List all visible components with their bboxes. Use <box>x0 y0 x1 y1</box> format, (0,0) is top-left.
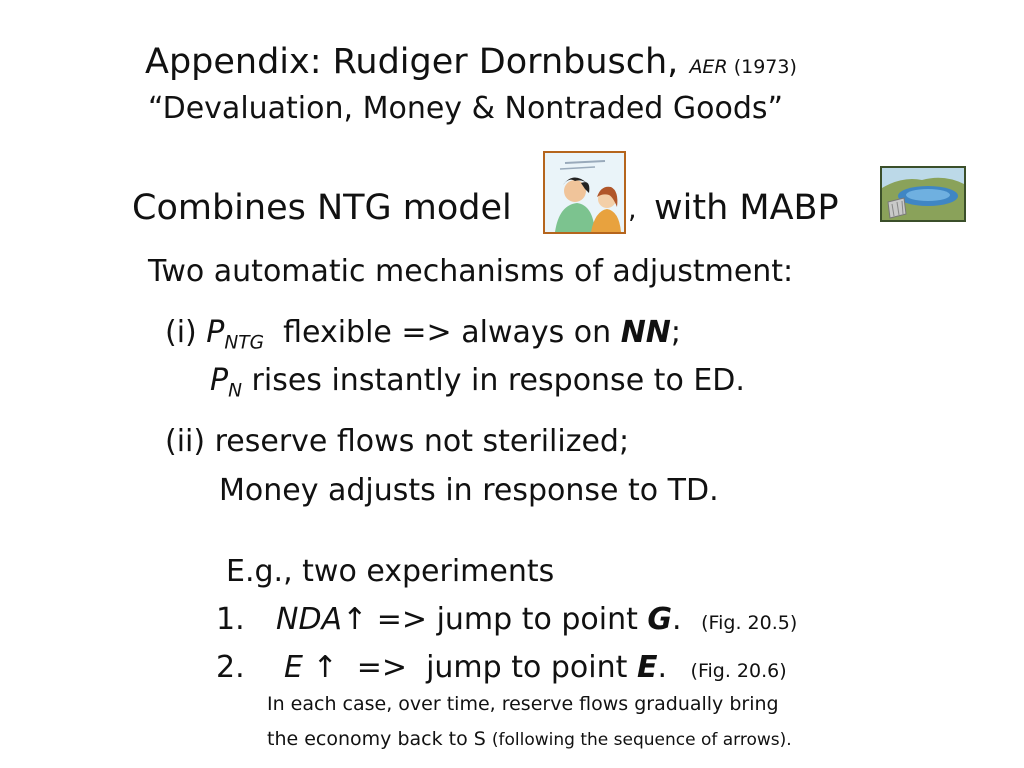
slide-title <box>145 42 797 87</box>
title-prefix: Appendix: Rudiger Dornbusch, <box>145 42 690 82</box>
experiments-note-line2-b: (following the sequence of arrows). <box>491 730 792 750</box>
mechanism-ii-line1: (ii) reserve flows not sterilized; <box>165 424 630 459</box>
mechanism-i-rest: flexible => always on <box>264 315 621 350</box>
combines-text-b: with MABP <box>654 188 839 228</box>
title-year: (1973) <box>727 56 797 78</box>
experiment-item-1-fig: (Fig. 20.5) <box>701 612 798 634</box>
mechanism-i-line2-sub: N <box>228 380 243 402</box>
mechanism-i-sub: NTG <box>224 332 265 354</box>
experiments-heading: E.g., two experiments <box>226 554 555 589</box>
experiment-item-2-fig: (Fig. 20.6) <box>690 660 787 682</box>
mechanism-i-label: (i) <box>165 315 207 350</box>
experiment-item-1-point: G <box>647 602 673 637</box>
experiments-note-line2 <box>267 728 792 750</box>
mechanism-i-line1 <box>165 316 681 361</box>
experiment-item-2 <box>216 651 787 688</box>
experiment-item-1-text: => jump to point <box>367 602 648 637</box>
combines-comma: , <box>628 194 637 225</box>
mechanism-i-line2-rest: rises instantly in response to ED. <box>242 363 745 398</box>
experiment-item-1 <box>216 603 797 640</box>
up-arrow-icon: ↑ <box>342 602 368 637</box>
mechanism-i-p: P <box>206 315 225 350</box>
up-arrow-icon: ↑ <box>312 650 338 685</box>
title-journal: AER <box>689 56 728 78</box>
mechanism-ii-line2: Money adjusts in response to TD. <box>219 473 719 508</box>
reservoir-clipart-icon <box>880 166 966 222</box>
experiments-note-line1: In each case, over time, reserve flows gradually bring <box>267 693 779 715</box>
experiment-item-2-point: E <box>636 650 658 685</box>
experiment-item-1-num: 1. <box>216 602 245 637</box>
combines-text-a: Combines NTG model <box>132 188 512 228</box>
experiment-item-1-var: NDA <box>276 602 343 637</box>
people-clipart-icon <box>543 151 626 234</box>
experiment-item-2-var: E <box>284 650 303 685</box>
experiment-item-2-text: => jump to point <box>337 650 637 685</box>
experiment-item-1-dot: . <box>672 602 682 637</box>
experiment-item-2-num: 2. <box>216 650 245 685</box>
experiment-item-2-dot: . <box>657 650 667 685</box>
mechanisms-heading: Two automatic mechanisms of adjustment: <box>148 254 794 289</box>
mechanism-i-line2 <box>210 364 745 409</box>
experiments-note-line2-a: the economy back to S <box>267 728 492 750</box>
mechanism-i-nn: NN <box>620 315 671 350</box>
slide-subtitle: “Devaluation, Money & Nontraded Goods” <box>148 91 784 126</box>
mechanism-i-semi: ; <box>670 315 682 350</box>
mechanism-i-line2-p: P <box>210 363 229 398</box>
